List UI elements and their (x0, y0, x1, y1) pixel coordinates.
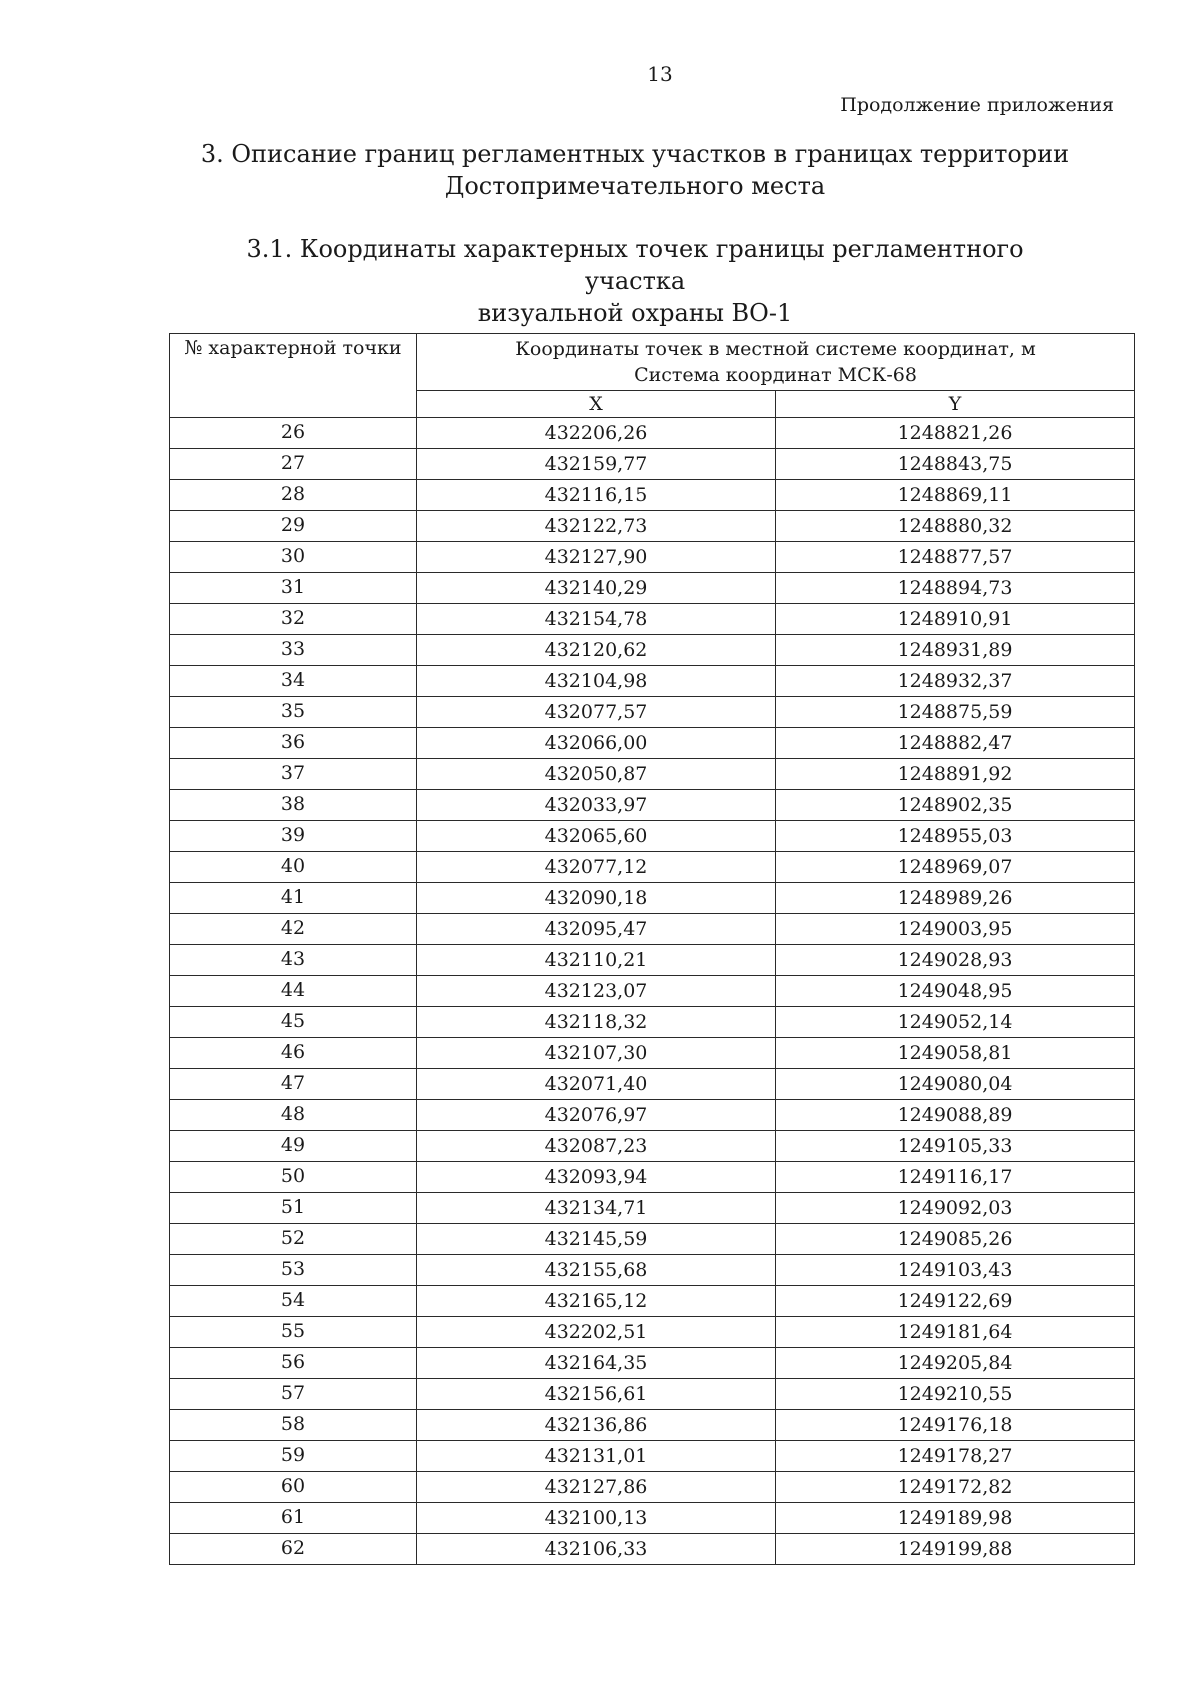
x-coordinate-cell: 432159,77 (417, 449, 776, 480)
point-number-cell: 31 (170, 573, 417, 604)
subsection-title-line1: 3.1. Координаты характерных точек границы регламентного участка (246, 235, 1024, 295)
y-coordinate-cell: 1249048,95 (776, 976, 1135, 1007)
y-coordinate-cell: 1249052,14 (776, 1007, 1135, 1038)
table-row (170, 1379, 1135, 1410)
x-coordinate-cell: 432127,90 (417, 542, 776, 573)
y-coordinate-cell: 1248902,35 (776, 790, 1135, 821)
x-coordinate-cell: 432071,40 (417, 1069, 776, 1100)
point-number-cell: 29 (170, 511, 417, 542)
point-number-cell: 41 (170, 883, 417, 914)
point-number-cell: 33 (170, 635, 417, 666)
x-coordinate-cell: 432100,13 (417, 1503, 776, 1534)
table-row (170, 1410, 1135, 1441)
point-number-cell: 27 (170, 449, 417, 480)
x-coordinate-cell: 432066,00 (417, 728, 776, 759)
y-coordinate-cell: 1249178,27 (776, 1441, 1135, 1472)
table-row (170, 666, 1135, 697)
x-coordinate-cell: 432122,73 (417, 511, 776, 542)
x-coordinate-cell: 432136,86 (417, 1410, 776, 1441)
table-row (170, 1534, 1135, 1565)
table-row (170, 728, 1135, 759)
x-coordinate-cell: 432095,47 (417, 914, 776, 945)
y-coordinate-cell: 1248910,91 (776, 604, 1135, 635)
y-coordinate-cell: 1248869,11 (776, 480, 1135, 511)
table-row (170, 914, 1135, 945)
table-row (170, 1317, 1135, 1348)
table-row (170, 1441, 1135, 1472)
table-row (170, 790, 1135, 821)
table-row (170, 1131, 1135, 1162)
point-number-cell: 60 (170, 1472, 417, 1503)
table-row (170, 1348, 1135, 1379)
x-coordinate-cell: 432118,32 (417, 1007, 776, 1038)
x-coordinate-cell: 432104,98 (417, 666, 776, 697)
table-row (170, 1069, 1135, 1100)
x-coordinate-cell: 432165,12 (417, 1286, 776, 1317)
x-coordinate-cell: 432164,35 (417, 1348, 776, 1379)
table-row (170, 480, 1135, 511)
point-number-cell: 38 (170, 790, 417, 821)
continuation-label: Продолжение приложения (840, 94, 1114, 116)
y-coordinate-cell: 1249092,03 (776, 1193, 1135, 1224)
y-coordinate-cell: 1248882,47 (776, 728, 1135, 759)
x-coordinate-cell: 432140,29 (417, 573, 776, 604)
x-coordinate-cell: 432145,59 (417, 1224, 776, 1255)
x-coordinate-cell: 432127,86 (417, 1472, 776, 1503)
y-coordinate-cell: 1249028,93 (776, 945, 1135, 976)
point-number-cell: 59 (170, 1441, 417, 1472)
x-coordinate-cell: 432093,94 (417, 1162, 776, 1193)
point-number-cell: 51 (170, 1193, 417, 1224)
y-coordinate-cell: 1249172,82 (776, 1472, 1135, 1503)
y-coordinate-cell: 1249122,69 (776, 1286, 1135, 1317)
x-coordinate-cell: 432110,21 (417, 945, 776, 976)
y-coordinate-cell: 1249210,55 (776, 1379, 1135, 1410)
y-coordinate-cell: 1248880,32 (776, 511, 1135, 542)
point-number-cell: 52 (170, 1224, 417, 1255)
point-number-cell: 45 (170, 1007, 417, 1038)
x-coordinate-cell: 432131,01 (417, 1441, 776, 1472)
point-number-cell: 54 (170, 1286, 417, 1317)
x-coordinate-cell: 432090,18 (417, 883, 776, 914)
y-coordinate-cell: 1249105,33 (776, 1131, 1135, 1162)
table-row (170, 883, 1135, 914)
table-row (170, 821, 1135, 852)
y-coordinate-cell: 1248931,89 (776, 635, 1135, 666)
table-row (170, 976, 1135, 1007)
table-row (170, 1100, 1135, 1131)
y-coordinate-cell: 1248821,26 (776, 418, 1135, 449)
column-header-coordinates-line2: Система координат МСК-68 (634, 364, 917, 386)
x-coordinate-cell: 432076,97 (417, 1100, 776, 1131)
point-number-cell: 47 (170, 1069, 417, 1100)
x-coordinate-cell: 432065,60 (417, 821, 776, 852)
coordinates-table (169, 333, 1135, 1565)
table-row (170, 449, 1135, 480)
table-row (170, 1503, 1135, 1534)
point-number-cell: 32 (170, 604, 417, 635)
x-coordinate-cell: 432077,12 (417, 852, 776, 883)
table-row (170, 1224, 1135, 1255)
table-row (170, 1193, 1135, 1224)
table-row (170, 1038, 1135, 1069)
table-row (170, 573, 1135, 604)
y-coordinate-cell: 1248891,92 (776, 759, 1135, 790)
table-row (170, 542, 1135, 573)
y-coordinate-cell: 1249058,81 (776, 1038, 1135, 1069)
y-coordinate-cell: 1249103,43 (776, 1255, 1135, 1286)
y-coordinate-cell: 1248955,03 (776, 821, 1135, 852)
x-coordinate-cell: 432077,57 (417, 697, 776, 728)
x-coordinate-cell: 432202,51 (417, 1317, 776, 1348)
table-row (170, 1007, 1135, 1038)
y-coordinate-cell: 1248989,26 (776, 883, 1135, 914)
point-number-cell: 58 (170, 1410, 417, 1441)
x-coordinate-cell: 432134,71 (417, 1193, 776, 1224)
point-number-cell: 30 (170, 542, 417, 573)
x-coordinate-cell: 432087,23 (417, 1131, 776, 1162)
x-coordinate-cell: 432107,30 (417, 1038, 776, 1069)
point-number-cell: 46 (170, 1038, 417, 1069)
x-coordinate-cell: 432154,78 (417, 604, 776, 635)
x-coordinate-cell: 432120,62 (417, 635, 776, 666)
y-coordinate-cell: 1249189,98 (776, 1503, 1135, 1534)
point-number-cell: 35 (170, 697, 417, 728)
subsection-title-line2: визуальной охраны ВО-1 (477, 299, 793, 327)
y-coordinate-cell: 1248969,07 (776, 852, 1135, 883)
section-title-line2: Достопримечательного места (444, 172, 826, 200)
y-coordinate-cell: 1248875,59 (776, 697, 1135, 728)
x-coordinate-cell: 432050,87 (417, 759, 776, 790)
y-coordinate-cell: 1248877,57 (776, 542, 1135, 573)
point-number-cell: 34 (170, 666, 417, 697)
point-number-cell: 53 (170, 1255, 417, 1286)
table-row (170, 1472, 1135, 1503)
point-number-cell: 56 (170, 1348, 417, 1379)
table-row (170, 1162, 1135, 1193)
x-coordinate-cell: 432116,15 (417, 480, 776, 511)
point-number-cell: 61 (170, 1503, 417, 1534)
point-number-cell: 42 (170, 914, 417, 945)
y-coordinate-cell: 1249080,04 (776, 1069, 1135, 1100)
point-number-cell: 37 (170, 759, 417, 790)
x-coordinate-cell: 432155,68 (417, 1255, 776, 1286)
x-coordinate-cell: 432206,26 (417, 418, 776, 449)
point-number-cell: 40 (170, 852, 417, 883)
column-header-x: X (417, 391, 776, 418)
y-coordinate-cell: 1248843,75 (776, 449, 1135, 480)
y-coordinate-cell: 1249176,18 (776, 1410, 1135, 1441)
y-coordinate-cell: 1249199,88 (776, 1534, 1135, 1565)
column-header-point: № характерной точки (170, 334, 417, 418)
page-number: 13 (647, 62, 673, 86)
table-row (170, 697, 1135, 728)
y-coordinate-cell: 1249085,26 (776, 1224, 1135, 1255)
point-number-cell: 48 (170, 1100, 417, 1131)
y-coordinate-cell: 1249003,95 (776, 914, 1135, 945)
table-row (170, 1286, 1135, 1317)
table-row (170, 511, 1135, 542)
point-number-cell: 44 (170, 976, 417, 1007)
table-row (170, 418, 1135, 449)
y-coordinate-cell: 1249205,84 (776, 1348, 1135, 1379)
table-body (170, 418, 1135, 1565)
table-row (170, 945, 1135, 976)
section-title (200, 138, 1070, 202)
x-coordinate-cell: 432156,61 (417, 1379, 776, 1410)
column-header-coordinates (417, 334, 1135, 391)
y-coordinate-cell: 1248894,73 (776, 573, 1135, 604)
point-number-cell: 62 (170, 1534, 417, 1565)
y-coordinate-cell: 1249181,64 (776, 1317, 1135, 1348)
point-number-cell: 39 (170, 821, 417, 852)
table-row (170, 1255, 1135, 1286)
x-coordinate-cell: 432106,33 (417, 1534, 776, 1565)
table-row (170, 635, 1135, 666)
table-row (170, 604, 1135, 635)
y-coordinate-cell: 1249116,17 (776, 1162, 1135, 1193)
point-number-cell: 26 (170, 418, 417, 449)
point-number-cell: 43 (170, 945, 417, 976)
point-number-cell: 49 (170, 1131, 417, 1162)
column-header-coordinates-line1: Координаты точек в местной системе координат, м (515, 338, 1036, 360)
point-number-cell: 55 (170, 1317, 417, 1348)
x-coordinate-cell: 432123,07 (417, 976, 776, 1007)
table-row (170, 759, 1135, 790)
point-number-cell: 28 (170, 480, 417, 511)
subsection-title (200, 233, 1070, 329)
section-title-line1: 3. Описание границ регламентных участков в границах территории (200, 140, 1070, 168)
point-number-cell: 57 (170, 1379, 417, 1410)
y-coordinate-cell: 1249088,89 (776, 1100, 1135, 1131)
point-number-cell: 50 (170, 1162, 417, 1193)
column-header-y: Y (776, 391, 1135, 418)
y-coordinate-cell: 1248932,37 (776, 666, 1135, 697)
table-row (170, 852, 1135, 883)
point-number-cell: 36 (170, 728, 417, 759)
x-coordinate-cell: 432033,97 (417, 790, 776, 821)
